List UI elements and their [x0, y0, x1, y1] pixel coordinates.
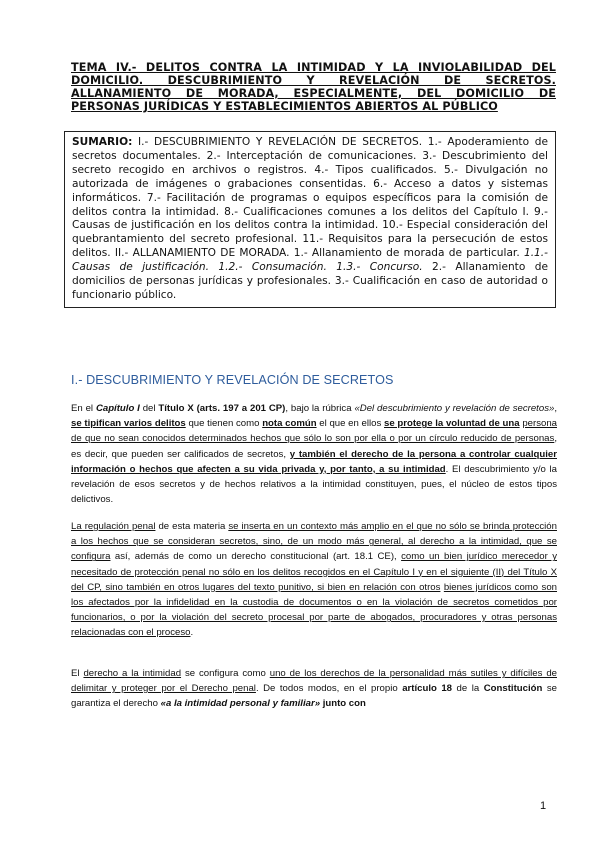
- p3-s8: Constitución: [483, 683, 543, 695]
- p1-s10: nota común: [262, 418, 317, 430]
- p2-s4: así, además de como un derecho constitucional (art. 18.1 CE),: [110, 551, 402, 563]
- p1-s6: «Del descubrimiento y revelación de secretos»: [354, 403, 555, 414]
- title-line-2: DOMICILIO. DESCUBRIMIENTO Y REVELACIÓN DE SECRETOS.: [71, 74, 556, 87]
- p1-s8: se tipifican varios delitos: [71, 418, 186, 430]
- p1-s9: que tienen como: [185, 418, 263, 430]
- p1-s1: En el: [71, 403, 96, 414]
- summary-box: [64, 131, 556, 308]
- paragraph-1: [71, 401, 557, 507]
- p2-s1: La regulación penal: [71, 521, 156, 532]
- p1-s5: , bajo la rúbrica: [285, 403, 355, 414]
- title-line-1: TEMA IV.- DELITOS CONTRA LA INTIMIDAD Y LA INVIOLABILIDAD DEL: [71, 61, 556, 74]
- document-title: [71, 61, 556, 113]
- p1-s2: Capítulo I: [95, 403, 140, 414]
- p1-s12: se protege la voluntad de una: [384, 418, 520, 430]
- title-line-3: ALLANAMIENTO DE MORADA, ESPECIALMENTE, DEL DOMICILIO DE: [71, 87, 556, 100]
- p3-s7: de la: [452, 683, 484, 695]
- p1-s11: el que en ellos: [316, 418, 384, 430]
- summary-text-2: 2.- Allanamiento de domicilios de personas jurídicas y profesionales. 3.- Cualificación en caso de autoridad o funcionario público.: [72, 261, 548, 301]
- summary-text-1: I.- DESCUBRIMIENTO Y REVELACIÓN DE SECRETOS. 1.- Apoderamiento de secretos documentales. 2.- Interceptación de comunicaciones. 3.- Descubrimiento del secreto recogido en archivos o registros. 4.- Tipos cualificados. 5.- Divulgación no autorizada de imágenes o grabaciones consentidas. 6.- Acceso a datos y sistemas informáticos. 7.- Facilitación de programas o equipos específicos para la comisión de delitos contra la intimidad. 8.- Cualificaciones comunes a los delitos del Capítulo I. 9.- Causas de justificación en los delitos contra la intimidad. 10.- Especial consideración del quebrantamiento del secreto profesional. 11.- Requisitos para la persecución de estos delitos. II.- ALLANAMIENTO DE MORADA. 1.- Allanamiento de morada de particular.: [72, 136, 548, 260]
- p3-s1: El: [71, 668, 84, 679]
- section-heading: I.- DESCUBRIMIENTO Y REVELACIÓN DE SECRETOS: [71, 373, 394, 387]
- p3-s2: derecho a la intimidad: [83, 668, 182, 679]
- p2-s7: bienes jurídicos como son los afectados por la infidelidad en la custodia de documentos o en la violación de secretos cometidos por funcionarios, o por la violación del secreto procesal por parte de abogados, procuradores y otras personas relacionadas con el proceso: [71, 581, 558, 639]
- p1-s14: persona de que no sean conocidos determinados hechos que sólo lo son por ella o por un círculo reducido de personas: [71, 418, 557, 445]
- p1-s17: . El descubrimiento y/o la revelación de esos secretos y de hechos relativos a la intimidad constituyen, pues, el núcleo de estos tipos delictivos.: [71, 463, 557, 506]
- p3-s6: artículo 18: [402, 683, 453, 695]
- summary-italic: 1.1.- Causas de justificación. 1.2.- Consumación. 1.3.- Concurso.: [72, 247, 548, 274]
- p1-s7: ,: [554, 403, 557, 414]
- p3-s9: se garantiza el derecho: [71, 683, 557, 710]
- p1-s3: del: [139, 403, 159, 414]
- p2-s3: se inserta en un contexto más amplio en el que no sólo se brinda protección a los hechos que se consideran secretos, sino, de un modo más general, al derecho a la intimidad, que se configura: [71, 521, 557, 563]
- summary-label: SUMARIO:: [72, 136, 133, 148]
- p2-s5: como un bien jurídico merecedor y necesitado de protección penal no sólo en los delitos recogidos en el Capítulo I y en el siguiente (II) del Título X del CP, sino también en otros lugares del texto punitivo, si bien en relación con otros: [71, 551, 557, 593]
- p1-s16: y también el derecho de la persona a controlar cualquier información o hechos que afecten a su vida privada y, por tanto, a su intimidad: [71, 448, 557, 475]
- p3-s3: se configura como: [181, 668, 270, 679]
- p2-s8: .: [190, 627, 194, 639]
- p2-s2: de esta materia: [155, 521, 229, 532]
- p3-s10: «a la intimidad personal y familiar»: [160, 698, 321, 710]
- title-line-4: PERSONAS JURÍDICAS Y ESTABLECIMIENTOS ABIERTOS AL PÚBLICO: [71, 100, 498, 113]
- page-number: 1: [540, 800, 547, 812]
- paragraph-3: [71, 666, 557, 712]
- p1-s4: Título X (arts. 197 a 201 CP): [158, 403, 286, 414]
- p3-s5: . De todos modos, en el propio: [255, 683, 403, 695]
- p3-s4: uno de los derechos de la personalidad más sutiles y difíciles de delimitar y proteger por el Derecho penal: [71, 668, 557, 695]
- paragraph-2: [71, 519, 557, 641]
- p1-s15: , es decir, que pueden ser calificados de secretos,: [71, 433, 557, 460]
- p3-s11: junto con: [320, 698, 366, 710]
